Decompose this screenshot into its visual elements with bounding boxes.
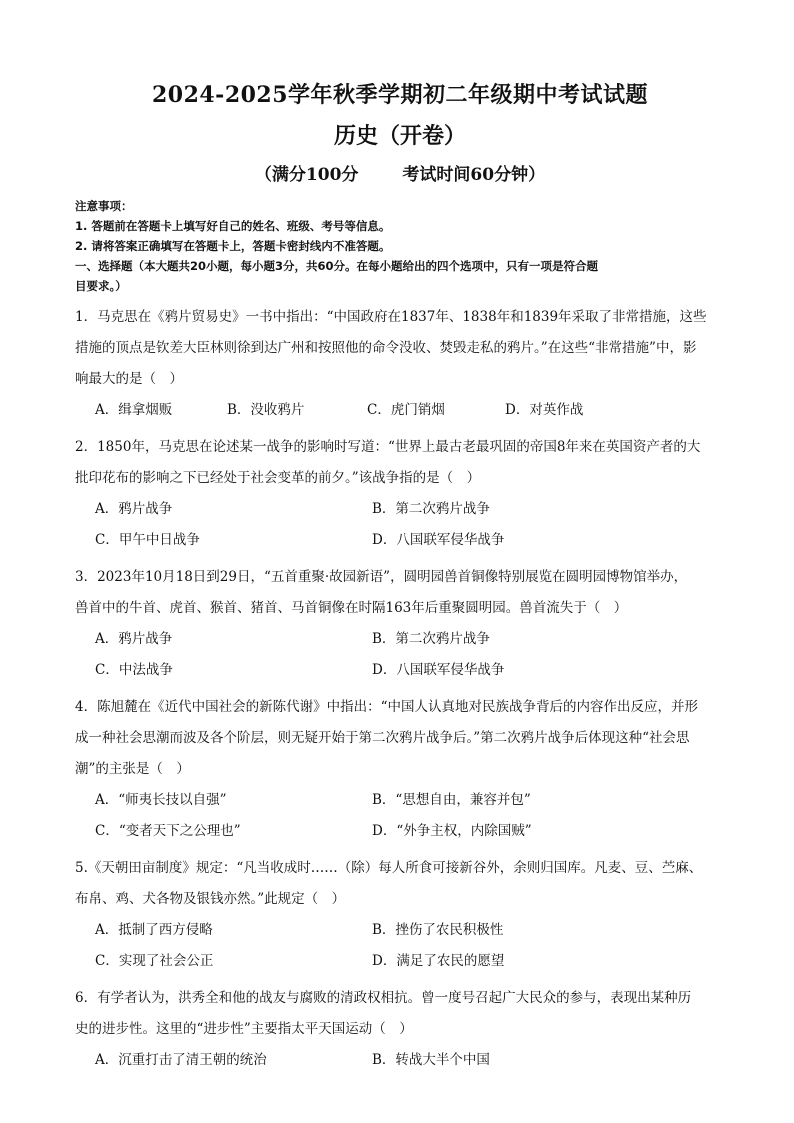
- question-stem: [75, 302, 725, 395]
- stem-line: 兽首中的牛首、虎首、猴首、猪首、马首铜像在时隔163年后重聚圆明园。兽首流失于（ ）: [75, 600, 628, 616]
- stem-line: 批印花布的影响之下已经处于社会变革的前夕。”该战争指的是（ ）: [75, 470, 481, 486]
- stem-line: 响最大的是（ ）: [75, 371, 183, 387]
- stem-line: 措施的顶点是钦差大臣林则徐到达广州和按照他的命令没收、焚毁走私的鸦片。”在这些“非常措施”中，影: [75, 340, 697, 356]
- option-c: C．虎门销烟: [367, 402, 445, 418]
- stem-line: 3．2023年10月18日到29日，“五首重聚·故园新语”，圆明园兽首铜像特别展览在圆明园博物馆举办，: [75, 569, 688, 585]
- option-b: B．第二次鸦片战争: [372, 631, 490, 647]
- notice-heading: 注意事项：: [75, 199, 133, 213]
- option-d: D．八国联军侵华战争: [372, 532, 505, 548]
- question-options: [75, 624, 725, 686]
- option-a: A．缉拿烟贩: [95, 402, 173, 418]
- stem-line: 史的进步性。这里的“进步性”主要指太平天国运动（ ）: [75, 1021, 413, 1037]
- full-score: （满分100分: [254, 165, 359, 185]
- option-a: A．“师夷长技以自强”: [95, 792, 227, 808]
- question-options: [75, 395, 725, 426]
- stem-line: 潮”的主张是（ ）: [75, 761, 190, 777]
- option-d: D．“外争主权，内除国贼”: [372, 823, 532, 839]
- notice-item: 1. 答题前在答题卡上填写好自己的姓名、班级、考号等信息。: [75, 219, 391, 233]
- option-b: B．转战大半个中国: [372, 1052, 490, 1068]
- exam-time: 考试时间60分钟）: [402, 165, 546, 185]
- option-a: A．鸦片战争: [95, 631, 173, 647]
- question-options: [75, 494, 725, 556]
- question-stem: [75, 853, 725, 915]
- question-stem: [75, 692, 725, 785]
- stem-line: 4．陈旭麓在《近代中国社会的新陈代谢》中指出：“中国人认真地对民族战争背后的内容作出反应，并形: [75, 699, 698, 715]
- exam-subtitle: 历史（开卷）: [333, 123, 466, 149]
- stem-line: 布帛、鸡、犬各物及银钱亦然。”此规定（ ）: [75, 891, 346, 907]
- option-c: C．“变者天下之公理也”: [95, 823, 241, 839]
- notice-block: [75, 196, 725, 256]
- question-4: [75, 692, 725, 847]
- question-options: [75, 1045, 725, 1076]
- option-d: D．八国联军侵华战争: [372, 662, 505, 678]
- option-b: B．“思想自由，兼容并包”: [372, 792, 531, 808]
- option-d: D．满足了农民的愿望: [372, 953, 505, 969]
- exam-info: [75, 160, 725, 190]
- question-3: [75, 562, 725, 686]
- option-c: C．实现了社会公正: [95, 953, 214, 969]
- exam-page: [75, 78, 725, 1076]
- stem-line: 5.《天朝田亩制度》规定：“凡当收成时……（除）每人所食可接新谷外，余则归国库。凡麦、豆、苎麻、: [75, 860, 703, 876]
- question-2: [75, 432, 725, 556]
- notice-item: 2. 请将答案正确填写在答题卡上，答题卡密封线内不准答题。: [75, 239, 391, 253]
- option-a: A．鸦片战争: [95, 501, 173, 517]
- option-a: A．抵制了西方侵略: [95, 922, 213, 938]
- option-c: C．中法战争: [95, 662, 173, 678]
- question-stem: [75, 983, 725, 1045]
- question-1: [75, 302, 725, 426]
- question-5: [75, 853, 725, 977]
- section-line: 一、选择题（本大题共20小题，每小题3分，共60分。在每小题给出的四个选项中，只有一项是符合题: [75, 259, 599, 273]
- option-c: C．甲午中日战争: [95, 532, 200, 548]
- stem-line: 成一种社会思潮而波及各个阶层，则无疑开始于第二次鸦片战争后。”第二次鸦片战争后体现这种“社会思: [75, 730, 690, 746]
- question-options: [75, 785, 725, 847]
- question-stem: [75, 562, 725, 624]
- option-b: B．第二次鸦片战争: [372, 501, 490, 517]
- stem-line: 1．马克思在《鸦片贸易史》一书中指出：“中国政府在1837年、1838年和1839年采取了非常措施，这些: [75, 309, 707, 325]
- option-a: A．沉重打击了清王朝的统治: [95, 1052, 267, 1068]
- exam-title: 2024-2025学年秋季学期初二年级期中考试试题: [151, 82, 649, 108]
- section-heading: [75, 256, 725, 296]
- section-line: 目要求。）: [75, 279, 127, 293]
- question-stem: [75, 432, 725, 494]
- stem-line: 6．有学者认为，洪秀全和他的战友与腐败的清政权相抗。曾一度号召起广大民众的参与，表现出某种历: [75, 990, 692, 1006]
- option-b: B．没收鸦片: [227, 402, 305, 418]
- option-d: D．对英作战: [505, 402, 584, 418]
- question-6: [75, 983, 725, 1076]
- question-options: [75, 915, 725, 977]
- stem-line: 2．1850年，马克思在论述某一战争的影响时写道：“世界上最古老最巩固的帝国8年来在英国资产者的大: [75, 439, 701, 455]
- option-b: B．挫伤了农民积极性: [372, 922, 504, 938]
